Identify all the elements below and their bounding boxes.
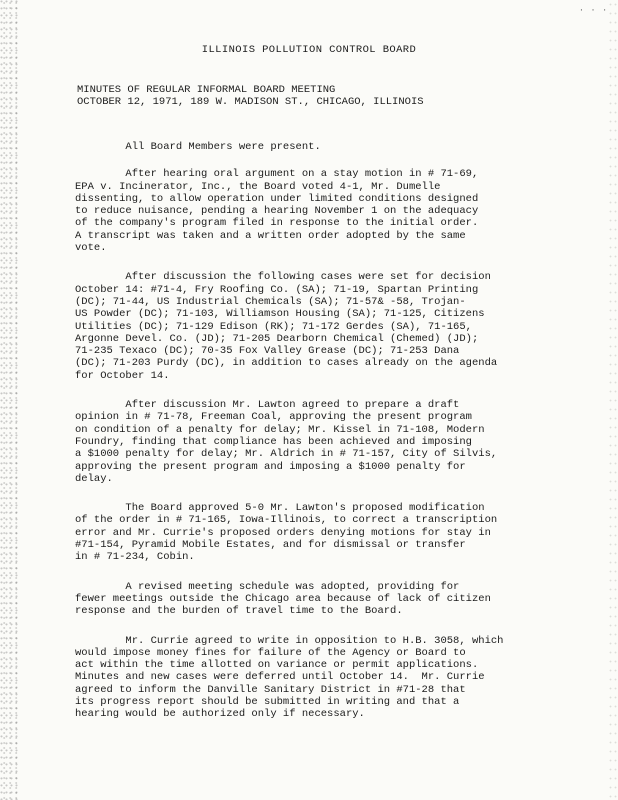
document-title: ILLINOIS POLLUTION CONTROL BOARD — [201, 44, 417, 56]
paragraph-attendance: All Board Members were present. — [75, 141, 321, 153]
heading-line-1: MINUTES OF REGULAR INFORMAL BOARD MEETING — [77, 84, 336, 96]
paragraph-approvals: The Board approved 5-0 Mr. Lawton's proposed modification of the order in # 71-165, Iowa-Illinois, to correct a transcription error and Mr. Currie's proposed orders denying motions for stay in #71-154, Pyramid Mobile Estates, and for dismissal or transfer in # 71-234, Cobin. — [75, 502, 498, 564]
paragraph-legislation: Mr. Currie agreed to write in opposition to H.B. 3058, which would impose money fines for failure of the Agency or Board to act within the time allotted on variance or permit applications. Minutes and new cases were deferred until October 14. Mr. Currie agreed to inform the Danville Sanitary District in #71-28 that its progress report should be submitted in writing and that a hearing would be authorized only if necessary. — [75, 634, 504, 721]
paragraph-stay-motion: After hearing oral argument on a stay motion in # 71-69, EPA v. Incinerator, Inc., the Board voted 4-1, Mr. Dumelle dissenting, to allow operation under limited conditions designed to reduce nuisance, pending a hearing November 1 on the adequacy of the company's program filed in response to the initial order. A transcript was taken and a written order adopted by the same vote. — [75, 168, 479, 255]
scan-speckle: · · · — [578, 6, 608, 15]
paragraph-cases-set: After discussion the following cases were set for decision October 14: #71-4, Fry Roofing Co. (SA); 71-19, Spartan Printing (DC); 71-44, US Industrial Chemicals (SA); 71-57& -58, Trojan- US Powder (DC); 71-103, Williamson Housing (SA); 71-125, Citizens Utilities (DC); 71-129 Edison (RK); 71-172 Gerdes (SA), 71-165, Argonne Devel. Co. (JD); 71-205 Dearborn Chemical (Chemed) (JD); 71-235 Texaco (DC); 70-35 Fox Valley Grease (DC); 71-253 Dana (DC); 71-203 Purdy (DC), in addition to cases already on the agenda for October 14. — [75, 271, 498, 382]
minutes-body — [75, 141, 595, 738]
scan-edge-left — [0, 0, 20, 800]
meeting-heading — [77, 84, 424, 108]
heading-line-2: OCTOBER 12, 1971, 189 W. MADISON ST., CHICAGO, ILLINOIS — [77, 96, 424, 108]
scan-edge-right — [608, 0, 618, 800]
paragraph-draft-opinions: After discussion Mr. Lawton agreed to prepare a draft opinion in # 71-78, Freeman Coal, approving the present program on condition of a penalty for delay; Mr. Kissel in 71-108, Modern Foundry, finding that compliance has been achieved and imposing a $1000 penalty for delay; Mr. Aldrich in # 71-157, City of Silvis, approving the present program and imposing a $1000 penalty for delay. — [75, 399, 498, 485]
paragraph-schedule: A revised meeting schedule was adopted, providing for fewer meetings outside the Chicago area because of lack of citizen response and the burden of travel time to the Board. — [75, 580, 491, 618]
